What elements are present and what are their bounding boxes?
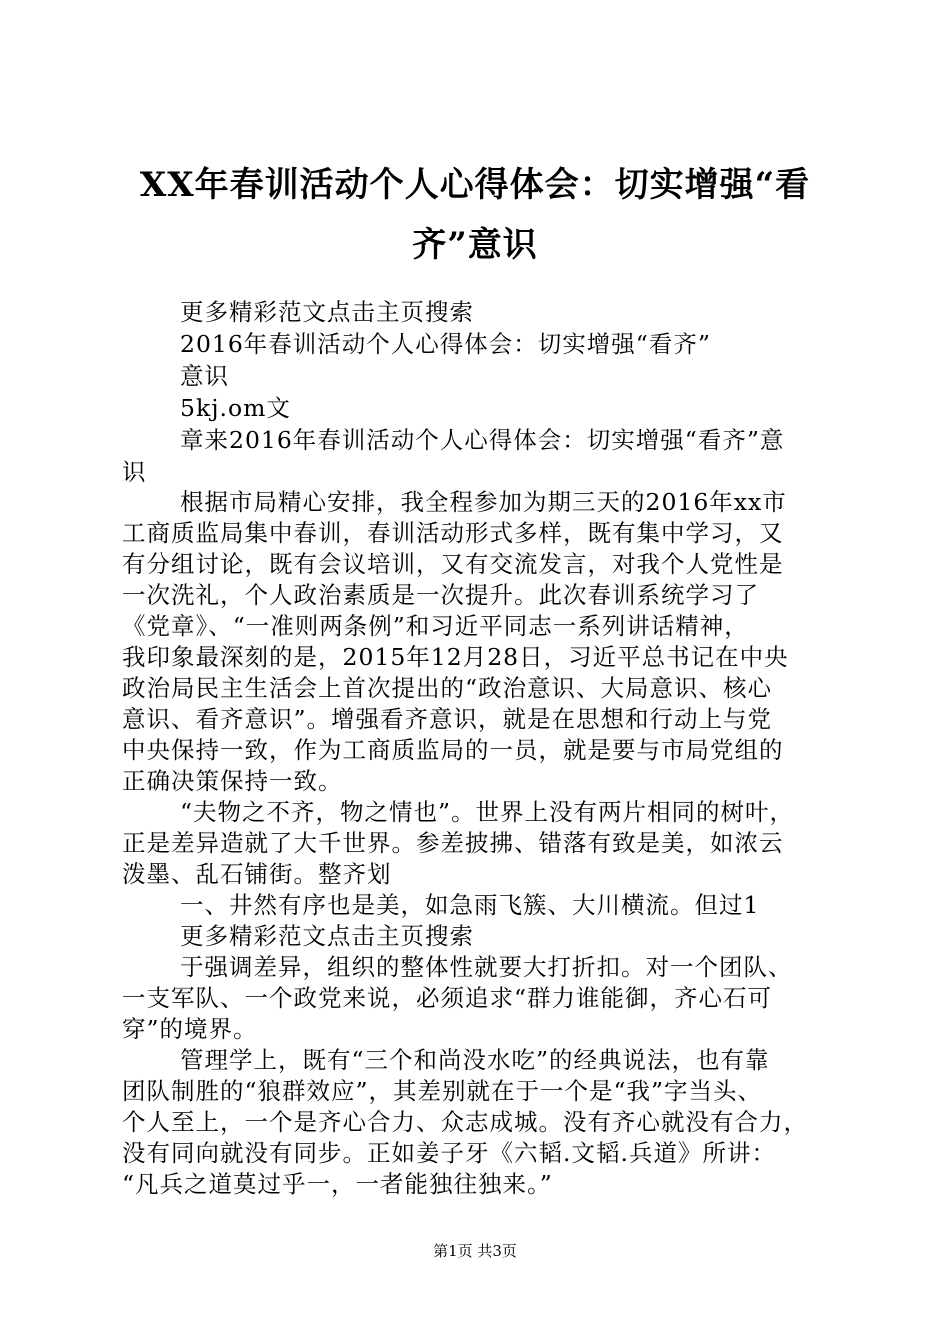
- text-line: 穿”的境界。: [122, 1015, 258, 1043]
- text-line: “夫物之不齐，物之情也”。世界上没有两片相同的树叶，: [180, 798, 795, 826]
- text-line: 更多精彩范文点击主页搜索: [180, 298, 474, 326]
- text-line: 泼墨、乱石铺街。整齐划: [122, 860, 392, 888]
- text-line: 个人至上，一个是齐心合力、众志成城。没有齐心就没有合力，: [122, 1108, 808, 1136]
- text-line: 章来2016年春训活动个人心得体会：切实增强“看齐”意: [180, 426, 785, 454]
- page-footer: 第1页 共3页: [433, 1242, 517, 1260]
- text-line: “凡兵之道莫过乎一，一者能独往独来。”: [122, 1170, 553, 1198]
- text-line: 正确决策保持一致。: [122, 767, 343, 795]
- text-line: 意识、看齐意识”。增强看齐意识，就是在思想和行动上与党: [122, 705, 773, 733]
- text-line: 正是差异造就了大千世界。参差披拂、错落有致是美，如浓云: [122, 829, 784, 857]
- text-line: 于强调差异，组织的整体性就要大打折扣。对一个团队、: [180, 953, 793, 981]
- text-line: 更多精彩范文点击主页搜索: [180, 922, 474, 950]
- text-line: 团队制胜的“狼群效应”，其差别就在于一个是“我”字当头、: [122, 1077, 763, 1105]
- document-title-line-2: 齐”意识: [412, 225, 538, 265]
- text-line: 有分组讨论，既有会议培训，又有交流发言，对我个人党性是: [122, 550, 784, 578]
- text-line: 意识: [180, 362, 229, 390]
- text-line: 没有同向就没有同步。正如姜子牙《六韬.文韬.兵道》所讲：: [122, 1139, 776, 1167]
- text-line: 一次洗礼，个人政治素质是一次提升。此次春训系统学习了: [122, 581, 759, 609]
- text-line: 一、井然有序也是美，如急雨飞簇、大川横流。但过1: [180, 891, 760, 919]
- text-line: 识: [122, 458, 147, 486]
- text-line: 中央保持一致，作为工商质监局的一员，就是要与市局党组的: [122, 736, 784, 764]
- text-line: 根据市局精心安排，我全程参加为期三天的2016年xx市: [180, 488, 787, 516]
- text-line: 管理学上，既有“三个和尚没水吃”的经典说法，也有靠: [180, 1046, 770, 1074]
- text-line: 我印象最深刻的是，2015年12月28日，习近平总书记在中央: [122, 643, 789, 671]
- text-line: 2016年春训活动个人心得体会：切实增强“看齐”: [180, 330, 711, 358]
- text-line: 政治局民主生活会上首次提出的“政治意识、大局意识、核心: [122, 674, 773, 702]
- text-line: 工商质监局集中春训，春训活动形式多样，既有集中学习，又: [122, 519, 784, 547]
- text-line: 一支军队、一个政党来说，必须追求“群力谁能御，齐心石可: [122, 984, 773, 1012]
- text-line: 《党章》、“一准则两条例”和习近平同志一系列讲话精神，: [122, 612, 749, 640]
- text-line: 5kj.om文: [180, 394, 291, 422]
- document-title-line-1: XX年春训活动个人心得体会：切实增强“看: [139, 165, 811, 205]
